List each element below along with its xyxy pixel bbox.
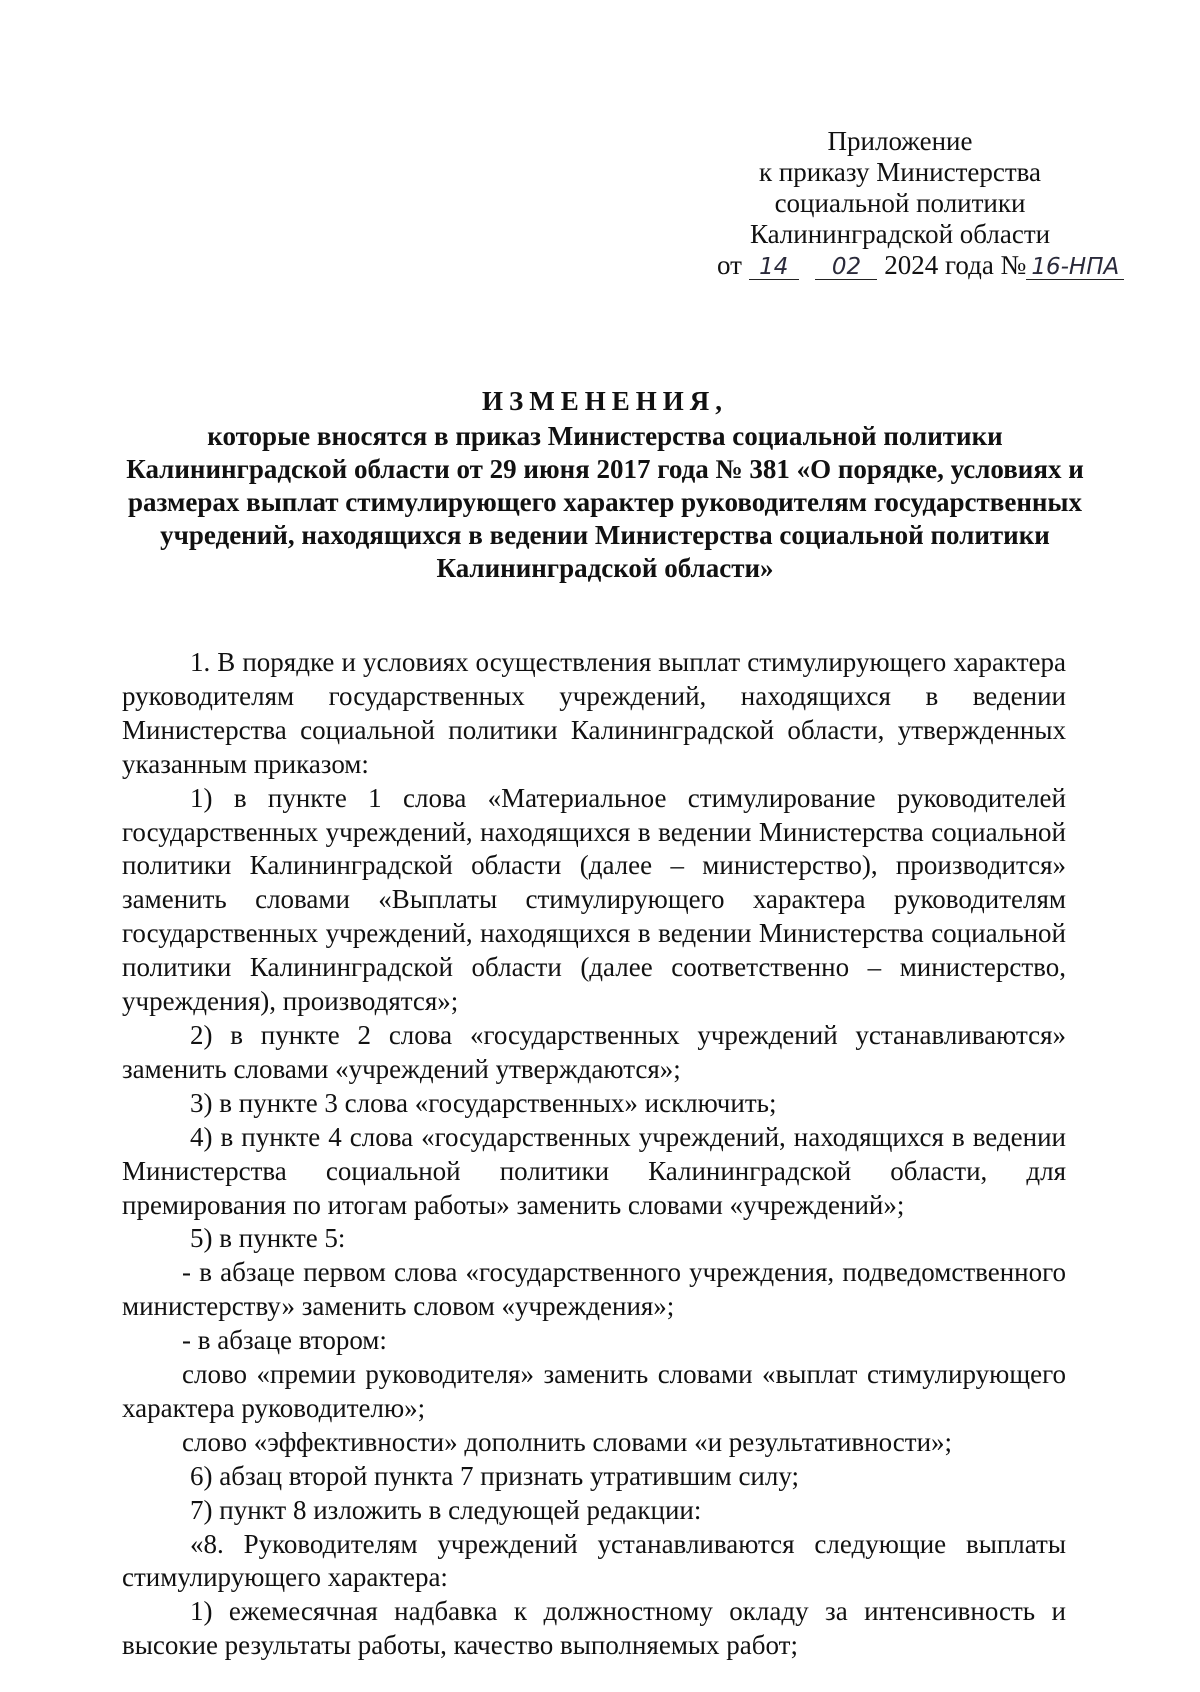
- paragraph: 1) в пункте 1 слова «Материальное стимулирование руководителей государственных учреждений, находящихся в ведении Министерства социальной политики Калининградской области (далее – министерство), производится» заменить словами «Выплаты стимулирующего характера руководителям государственных учреждений, находящихся в ведении Министерства социальной политики Калининградской области (далее соответственно – министерство, учреждения), производятся»;: [122, 782, 1066, 1017]
- paragraph: слово «эффективности» дополнить словами «и результативности»;: [182, 1426, 953, 1457]
- appendix-line: Калининградской области: [749, 219, 1051, 249]
- title-subtitle: которые вносятся в приказ Министерства социальной политики Калининградской области от 29 июня 2017 года № 381 «О порядке, условиях и размерах выплат стимулирующего характер руководителям государственных учредений, находящихся в ведении Министерства социальной политики Калининградской области»: [126, 421, 1084, 583]
- paragraph: 3) в пункте 3 слова «государственных» исключить;: [190, 1087, 777, 1118]
- paragraph: 1. В порядке и условиях осуществления выплат стимулирующего характера руководителям государственных учреждений, находящихся в ведении Министерства социальной политики Калининградской области, утвержденных указанным приказом:: [122, 647, 1066, 779]
- paragraph: «8. Руководителям учреждений устанавливаются следующие выплаты стимулирующего характера:: [122, 1528, 1066, 1593]
- paragraph: слово «премии руководителя» заменить словами «выплат стимулирующего характера руководителю»;: [122, 1359, 1066, 1423]
- paragraph: - в абзаце первом слова «государственного учреждения, подведомственного министерству» заменить словом «учреждения»;: [122, 1257, 1066, 1322]
- appendix-date-line: [690, 250, 1120, 281]
- paragraph: 6) абзац второй пункта 7 признать утратившим силу;: [190, 1460, 800, 1491]
- handwritten-order-number: 16-НПА: [1026, 255, 1124, 280]
- appendix-block: [690, 126, 1120, 281]
- date-prefix: от: [717, 250, 742, 280]
- paragraph: 4) в пункте 4 слова «государственных учреждений, находящихся в ведении Министерства социальной политики Калининградской области, для премирования по итогам работы» заменить словами «учреждений»;: [122, 1121, 1066, 1220]
- paragraph: 5) в пункте 5:: [190, 1223, 346, 1254]
- paragraph: 2) в пункте 2 слова «государственных учреждений устанавливаются» заменить словами «учреждений утверждаются»;: [122, 1019, 1066, 1084]
- paragraph: 1) ежемесячная надбавка к должностному окладу за интенсивность и высокие результаты работы, качество выполняемых работ;: [122, 1596, 1066, 1661]
- appendix-line: социальной политики: [774, 188, 1026, 218]
- paragraph: 7) пункт 8 изложить в следующей редакции:: [190, 1494, 702, 1525]
- appendix-line: Приложение: [827, 126, 973, 156]
- appendix-line: к приказу Министерства: [758, 157, 1042, 187]
- document-body: [122, 646, 1066, 1663]
- paragraph: - в абзаце втором:: [182, 1325, 387, 1356]
- handwritten-day: 14: [749, 255, 799, 280]
- handwritten-month: 02: [815, 255, 877, 280]
- date-year-number: 2024 года №: [884, 250, 1027, 280]
- document-title: [110, 385, 1100, 585]
- title-heading: ИЗМЕНЕНИЯ,: [481, 386, 728, 416]
